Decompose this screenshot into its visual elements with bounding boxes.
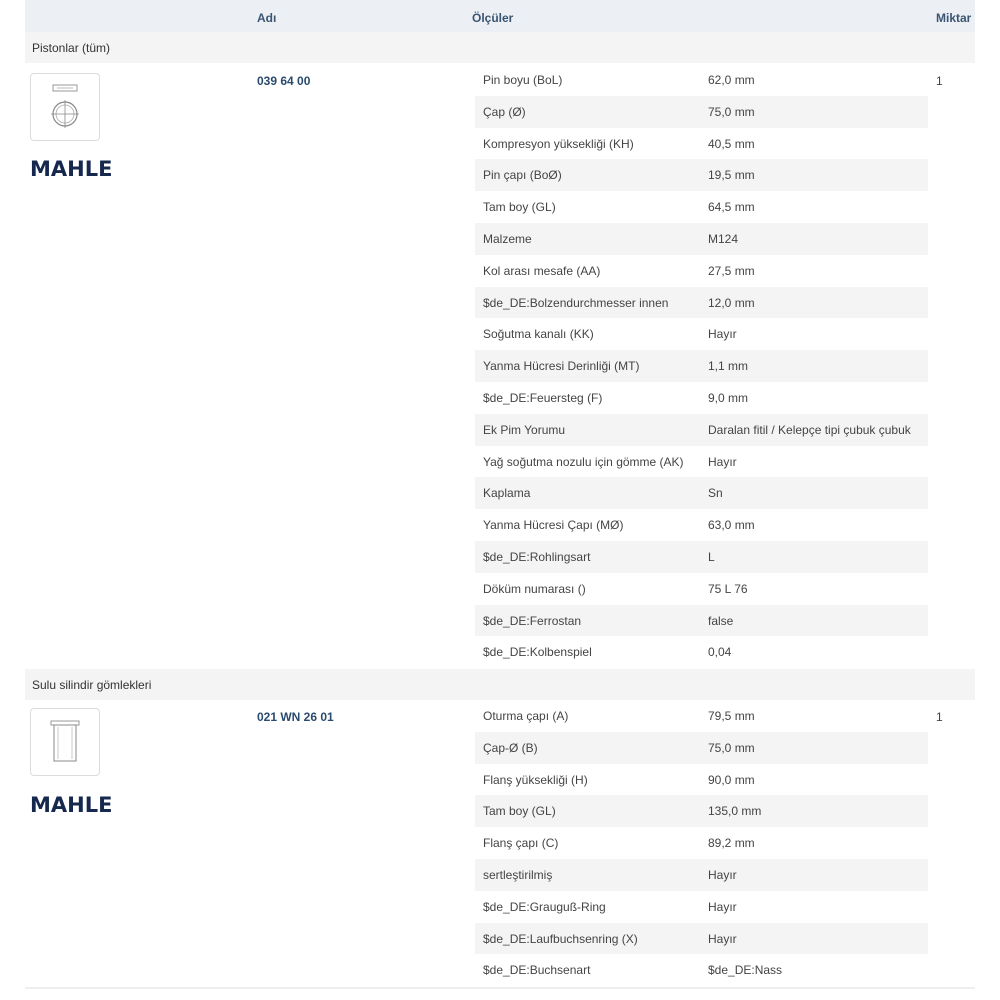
spec-row bbox=[475, 223, 928, 255]
part-number-link[interactable]: 039 64 00 bbox=[257, 74, 311, 88]
spec-row bbox=[475, 64, 928, 96]
spec-label: Kol arası mesafe (AA) bbox=[483, 263, 601, 278]
spec-label: $de_DE:Ferrostan bbox=[483, 613, 582, 628]
spec-row bbox=[475, 923, 928, 955]
spec-label: $de_DE:Buchsenart bbox=[483, 963, 591, 978]
spec-value: 75,0 mm bbox=[708, 740, 755, 755]
spec-value: false bbox=[708, 613, 734, 628]
spec-row bbox=[475, 636, 928, 668]
spec-row bbox=[475, 700, 928, 732]
spec-value: Hayır bbox=[708, 899, 737, 914]
spec-row bbox=[475, 318, 928, 350]
spec-value: Daralan fitil / Kelepçe tipi çubuk çubuk bbox=[708, 422, 911, 437]
spec-list-pistons bbox=[475, 64, 928, 668]
spec-label: Yanma Hücresi Derinliği (MT) bbox=[483, 359, 640, 374]
spec-label: Döküm numarası () bbox=[483, 581, 586, 596]
spec-row bbox=[475, 287, 928, 319]
spec-value: 9,0 mm bbox=[708, 390, 749, 405]
spec-label: Flanş yüksekliği (H) bbox=[483, 772, 588, 787]
spec-label: Yanma Hücresi Çapı (MØ) bbox=[483, 518, 624, 533]
spec-label: $de_DE:Grauguß-Ring bbox=[483, 899, 606, 914]
section-title-pistons bbox=[25, 32, 975, 63]
spec-label: Çap (Ø) bbox=[483, 104, 526, 119]
spec-label: $de_DE:Feuersteg (F) bbox=[483, 390, 603, 405]
spec-value: 27,5 mm bbox=[708, 263, 755, 278]
spec-value: Hayır bbox=[708, 454, 737, 469]
spec-value: Hayır bbox=[708, 931, 737, 946]
spec-value: 12,0 mm bbox=[708, 295, 755, 310]
spec-label: Pin boyu (BoL) bbox=[483, 73, 563, 87]
spec-row bbox=[475, 954, 928, 986]
spec-value: 19,5 mm bbox=[708, 168, 755, 183]
column-header-qty[interactable]: Miktar bbox=[936, 11, 972, 25]
section-title-liners bbox=[25, 669, 975, 700]
spec-row bbox=[475, 128, 928, 160]
quantity-value: 1 bbox=[936, 710, 943, 724]
spec-list-liners bbox=[475, 700, 928, 986]
part-thumbnail-piston[interactable] bbox=[30, 73, 100, 141]
spec-row bbox=[475, 541, 928, 573]
spec-row bbox=[475, 795, 928, 827]
spec-label: $de_DE:Laufbuchsenring (X) bbox=[483, 931, 638, 946]
spec-value: 64,5 mm bbox=[708, 200, 755, 215]
spec-label: Pin çapı (BoØ) bbox=[483, 168, 562, 183]
spec-label: Çap-Ø (B) bbox=[483, 740, 538, 755]
spec-value: 63,0 mm bbox=[708, 518, 755, 533]
spec-value: 62,0 mm bbox=[708, 73, 755, 87]
spec-row bbox=[475, 891, 928, 923]
spec-label: Ek Pim Yorumu bbox=[483, 422, 566, 437]
spec-row bbox=[475, 350, 928, 382]
spec-label: $de_DE:Bolzendurchmesser innen bbox=[483, 295, 669, 310]
spec-row bbox=[475, 96, 928, 128]
spec-label: Flanş çapı (C) bbox=[483, 836, 559, 851]
spec-value: 79,5 mm bbox=[708, 709, 755, 723]
spec-value: 0,04 bbox=[708, 645, 732, 660]
spec-label: Yağ soğutma nozulu için gömme (AK) bbox=[483, 454, 684, 469]
spec-label: $de_DE:Kolbenspiel bbox=[483, 645, 592, 660]
piston-drawing-icon bbox=[31, 74, 99, 140]
spec-label: $de_DE:Rohlingsart bbox=[483, 549, 591, 564]
mahle-logo bbox=[30, 791, 122, 817]
spec-row bbox=[475, 509, 928, 541]
cylinder-liner-drawing-icon bbox=[31, 709, 99, 775]
spec-row bbox=[475, 255, 928, 287]
spec-value: 40,5 mm bbox=[708, 136, 755, 151]
spec-label: Malzeme bbox=[483, 231, 532, 246]
svg-text:MAHLE: MAHLE bbox=[30, 793, 113, 817]
column-header-measures[interactable]: Ölçüler bbox=[472, 11, 514, 25]
quantity-value: 1 bbox=[936, 74, 943, 88]
spec-label: sertleştirilmiş bbox=[483, 867, 553, 882]
spec-row bbox=[475, 191, 928, 223]
mahle-logo bbox=[30, 155, 122, 181]
spec-label: Soğutma kanalı (KK) bbox=[483, 327, 594, 342]
spec-value: Sn bbox=[708, 486, 723, 501]
spec-row bbox=[475, 764, 928, 796]
spec-value: 75,0 mm bbox=[708, 104, 755, 119]
spec-value: Hayır bbox=[708, 327, 737, 342]
part-thumbnail-liner[interactable] bbox=[30, 708, 100, 776]
spec-row bbox=[475, 573, 928, 605]
spec-row bbox=[475, 827, 928, 859]
spec-value: Hayır bbox=[708, 867, 737, 882]
spec-row bbox=[475, 605, 928, 637]
section-title-label: Pistonlar (tüm) bbox=[32, 41, 111, 55]
spec-value: M124 bbox=[708, 231, 739, 246]
spec-label: Oturma çapı (A) bbox=[483, 709, 569, 723]
section-title-label: Sulu silindir gömlekleri bbox=[32, 678, 152, 692]
divider bbox=[25, 987, 975, 989]
spec-label: Kompresyon yüksekliği (KH) bbox=[483, 136, 634, 151]
spec-row bbox=[475, 159, 928, 191]
spec-value: 90,0 mm bbox=[708, 772, 755, 787]
spec-row bbox=[475, 446, 928, 478]
spec-row bbox=[475, 477, 928, 509]
spec-label: Tam boy (GL) bbox=[483, 804, 556, 819]
spec-row bbox=[475, 414, 928, 446]
spec-value: L bbox=[708, 549, 715, 564]
spec-row bbox=[475, 732, 928, 764]
svg-text:MAHLE: MAHLE bbox=[30, 157, 113, 181]
spec-label: Kaplama bbox=[483, 486, 531, 501]
spec-value: 1,1 mm bbox=[708, 359, 749, 374]
spec-row bbox=[475, 382, 928, 414]
spec-label: Tam boy (GL) bbox=[483, 200, 556, 215]
part-number-link[interactable]: 021 WN 26 01 bbox=[257, 710, 334, 724]
spec-value: 89,2 mm bbox=[708, 836, 755, 851]
spec-row bbox=[475, 859, 928, 891]
spec-value: 135,0 mm bbox=[708, 804, 762, 819]
spec-value: 75 L 76 bbox=[708, 581, 748, 596]
spec-value: $de_DE:Nass bbox=[708, 963, 783, 978]
column-header-name[interactable]: Adı bbox=[257, 11, 277, 25]
table-header bbox=[25, 0, 975, 34]
